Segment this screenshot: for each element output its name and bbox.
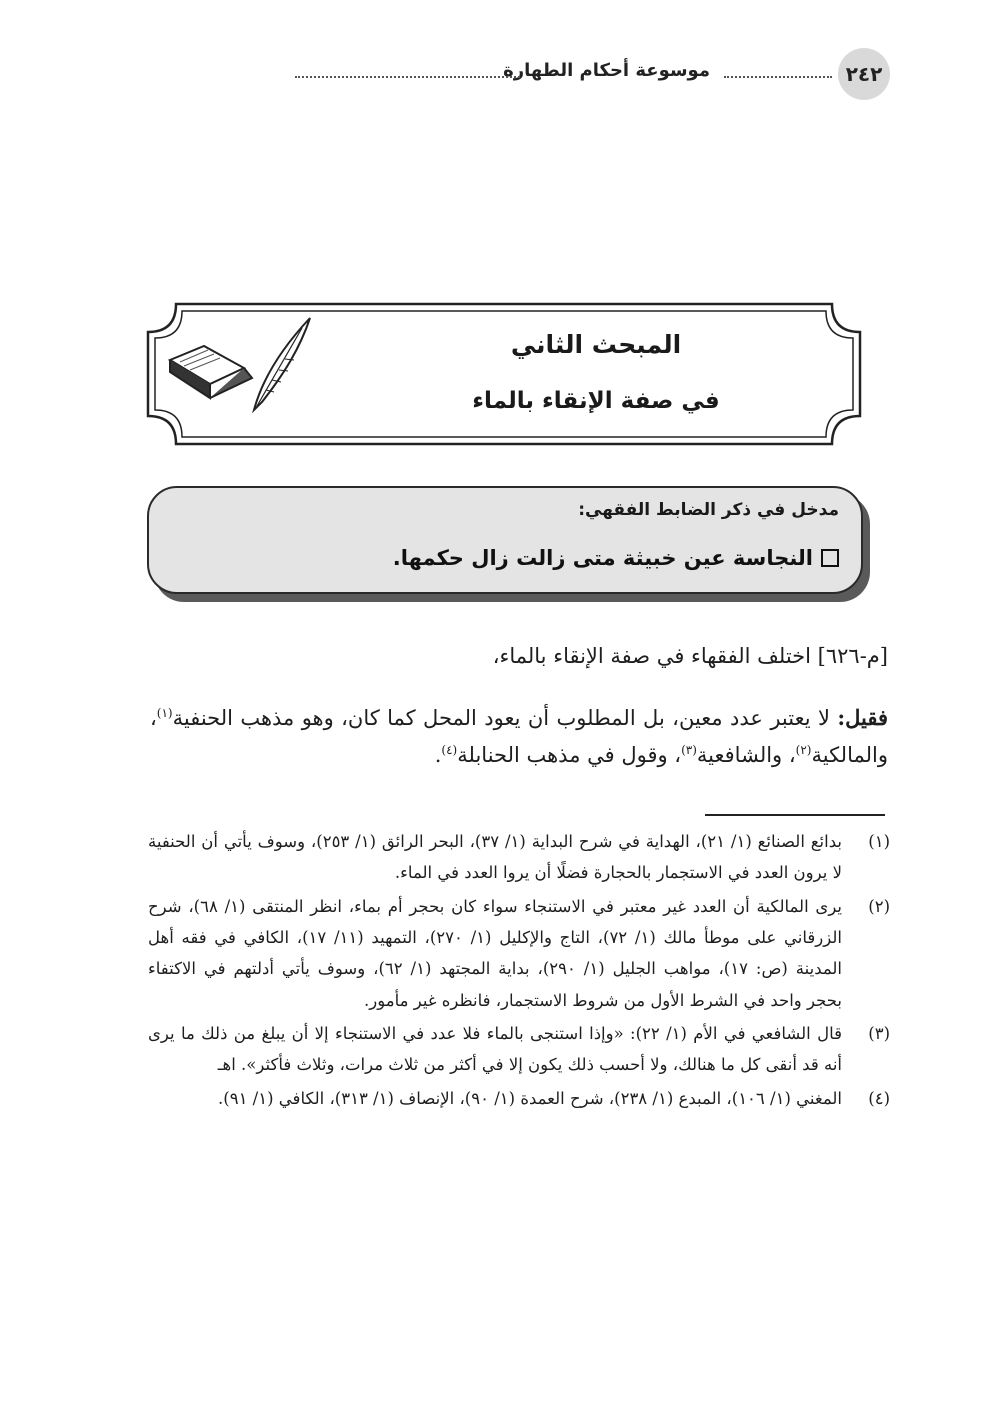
paragraph-1: [م-٦٢٦] اختلف الفقهاء في صفة الإنقاء بالماء، [492, 644, 888, 668]
footnote [148, 891, 890, 1016]
footnote-number: (١) [868, 832, 890, 851]
book-title: موسوعة أحكام الطهارة [503, 60, 710, 81]
header-dots [724, 76, 832, 78]
footnote-number: (٣) [868, 1024, 890, 1044]
paragraph-text: . [434, 742, 442, 767]
footnote [148, 826, 890, 889]
footnotes [148, 826, 890, 1116]
header-dots [295, 76, 520, 78]
footnote-text: بدائع الصنائع (١/ ٢١)، الهداية في شرح البداية (١/ ٣٧)، البحر الرائق (١/ ٢٥٣)، وسوف يأتي أن الحنفية لا يرون العدد في الاستجمار بالحجارة فضلًا أن يروا العدد في الماء. [148, 832, 842, 883]
paragraph-2 [150, 700, 888, 774]
footnote [148, 1083, 890, 1114]
intro-heading: مدخل في ذكر الضابط الفقهي: [578, 500, 839, 520]
checkbox-icon [821, 549, 839, 567]
footnote-number: (٤) [868, 1088, 890, 1108]
footnote-text: قال الشافعي في الأم (١/ ٢٢): «وإذا استنجى بالماء فلا عدد في الاستنجاء إلا أن يبلغ من ذلك ما يرى أنه قد أنقى كل ما هنالك، ولا أحسب ذلك يكون إلا في أكثر من ثلاث مرات، وثلاث فأكثر». اهـ [148, 1024, 842, 1075]
paragraph-text: لا يعتبر عدد معين، بل المطلوب أن يعود المحل كما كان، وهو مذهب الحنفية [172, 706, 838, 730]
page-number: ٢٤٢ [838, 48, 890, 100]
footnote-ref[interactable]: (١) [156, 706, 173, 720]
footnote-ref[interactable]: (٢) [795, 742, 812, 757]
footnote [148, 1018, 890, 1081]
page-header [145, 48, 890, 100]
rule-text: النجاسة عين خبيثة متى زالت زال حكمها. [392, 546, 813, 570]
footnote-ref[interactable]: (٤) [441, 742, 458, 757]
paragraph-text: ، والمالكية [150, 706, 888, 767]
footnote-number: (٢) [868, 896, 890, 916]
section-subtitle: في صفة الإنقاء بالماء [472, 388, 720, 414]
section-title: المبحث الثاني [510, 330, 682, 359]
paragraph-lead: فقيل: [837, 705, 888, 730]
rule-line [393, 546, 839, 570]
paragraph-text: ، والشافعية [696, 742, 796, 767]
footnote-separator [705, 814, 885, 816]
footnote-ref[interactable]: (٣) [681, 742, 697, 757]
intro-box [147, 486, 863, 594]
paragraph-text: ، وقول في مذهب الحنابلة [457, 742, 682, 767]
footnote-text: المغني (١/ ١٠٦)، المبدع (١/ ٢٣٨)، شرح العمدة (١/ ٩٠)، الإنصاف (١/ ٣١٣)، الكافي (١/ ٩١). [218, 1088, 842, 1108]
section-title-frame [146, 302, 862, 446]
footnote-text: يرى المالكية أن العدد غير معتبر في الاستنجاء سواء كان بحجر أم بماء، انظر المنتقى (١/ ٦٨)، شرح الزرقاني على موطأ مالك (١/ ٧٢)، التاج والإكليل (١/ ٢٧٠)، التمهيد (١١/ ١٧)، الكافي في فقه أهل المدينة (ص: ١٧)، مواهب الجليل (١/ ٢٩٠)، بداية المجتهد (١/ ٦٢)، وسوف يأتي أدلتهم في الاكتفاء بحجر واحد في الشرط الأول من شروط الاستجمار، فانظره غير مأمور. [148, 896, 843, 1010]
